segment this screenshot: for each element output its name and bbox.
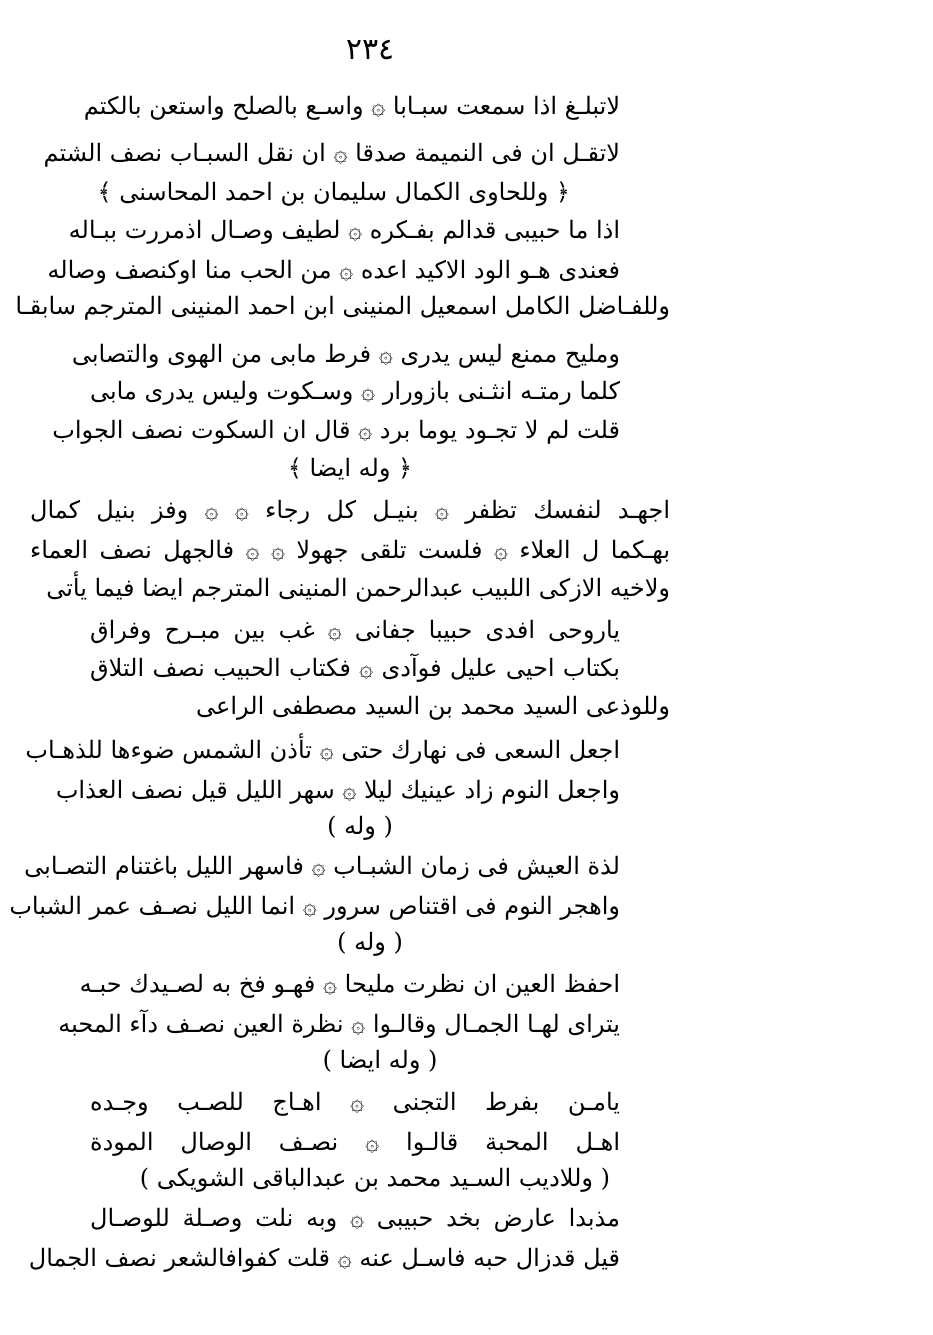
- verse-line: لذة العيش فى زمان الشبـاب ۞ فاسهر الليل باغتنام التصـابى: [24, 852, 620, 880]
- verse-line: كلما رمتـه انثـنى بازورار ۞ وسـكوت وليس يدرى مابى: [90, 377, 620, 405]
- verse-line: اجعل السعى فى نهارك حتى ۞ تأذن الشمس ضوءها للذهـاب: [25, 736, 620, 764]
- verse-line: بكتاب احيى عليل فوآدى ۞ فكتاب الحبيب نصف التلاق: [90, 654, 620, 682]
- verse-line: واهجر النوم فى اقتناص سرور ۞ انما الليل نصـف عمر الشباب: [9, 892, 620, 920]
- verse-line: اجهـد لنفسك تظفر ۞ بنيـل كل رجاء ۞ ۞ وفز بنيل كمال: [30, 496, 670, 524]
- section-heading: ( وللاديب السـيد محمد بن عبدالباقى الشويكى ): [139, 1164, 610, 1192]
- verse-line: لاتقـل ان فى النميمة صدقا ۞ ان نقل السبـاب نصف الشتم: [43, 139, 620, 167]
- verse-line: لاتبلـغ اذا سمعت سبـابا ۞ واسـع بالصلح واستعن بالكتم: [83, 92, 620, 120]
- section-heading: ( وله ): [327, 812, 393, 840]
- section-heading: ﴿ وللحاوى الكمال سليمان بن احمد المحاسنى ﴾: [97, 178, 570, 206]
- verse-line: فعندى هـو الود الاكيد اعده ۞ من الحب منا اوكنصف وصاله: [47, 256, 620, 284]
- attribution-line: وللوذعى السيد محمد بن السيد مصطفى الراعى: [196, 692, 670, 720]
- section-heading: ( وله ايضا ): [322, 1046, 438, 1074]
- verse-line: ياروحى افدى حبيبا جفانى ۞ غب بين مبـرح وفراق: [90, 616, 620, 644]
- verse-line: قيل قدزال حبه فاسـل عنه ۞ قلت كفوافالشعر نصف الجمال: [28, 1244, 620, 1272]
- verse-line: اهـل المحبة قالـوا ۞ نصـف الوصال المودة: [90, 1128, 620, 1156]
- verse-line: اذا ما حبيبى قدالم بفـكره ۞ لطيف وصـال اذمررت ببـاله: [68, 216, 620, 244]
- verse-line: بهـكما ل العلاء ۞ فلست تلقى جهولا ۞ ۞ فالجهل نصف العماء: [30, 536, 670, 564]
- verse-line: قلت لم لا تجـود يوما برد ۞ قال ان السكوت نصف الجواب: [52, 416, 620, 444]
- attribution-line: ولاخيه الازكى اللبيب عبدالرحمن المنينى المترجم ايضا فيما يأتى: [46, 574, 670, 602]
- section-heading: ﴿ وله ايضا ﴾: [287, 454, 413, 482]
- verse-line: يامـن بفرط التجنى ۞ اهـاج للصـب وجـده: [90, 1088, 620, 1116]
- page-number: ٢٣٤: [345, 32, 395, 67]
- verse-line: ومليح ممنع ليس يدرى ۞ فرط مابى من الهوى والتصابى: [71, 340, 620, 368]
- section-heading: ( وله ): [337, 928, 403, 956]
- verse-line: احفظ العين ان نظرت مليحا ۞ فهـو فخ به لصـيدك حبـه: [79, 970, 620, 998]
- verse-line: يتراى لهـا الجمـال وقالـوا ۞ نظرة العين نصـف دآء المحبه: [58, 1010, 620, 1038]
- verse-line: مذبدا عارض بخد حبيبى ۞ وبه نلت وصـلة للوصـال: [90, 1204, 620, 1232]
- verse-line: واجعل النوم زاد عينيك ليلا ۞ سهر الليل قيل نصف العذاب: [55, 776, 620, 804]
- attribution-line: وللفـاضل الكامل اسمعيل المنينى ابن احمد المنينى المترجم سابقـا: [15, 292, 670, 320]
